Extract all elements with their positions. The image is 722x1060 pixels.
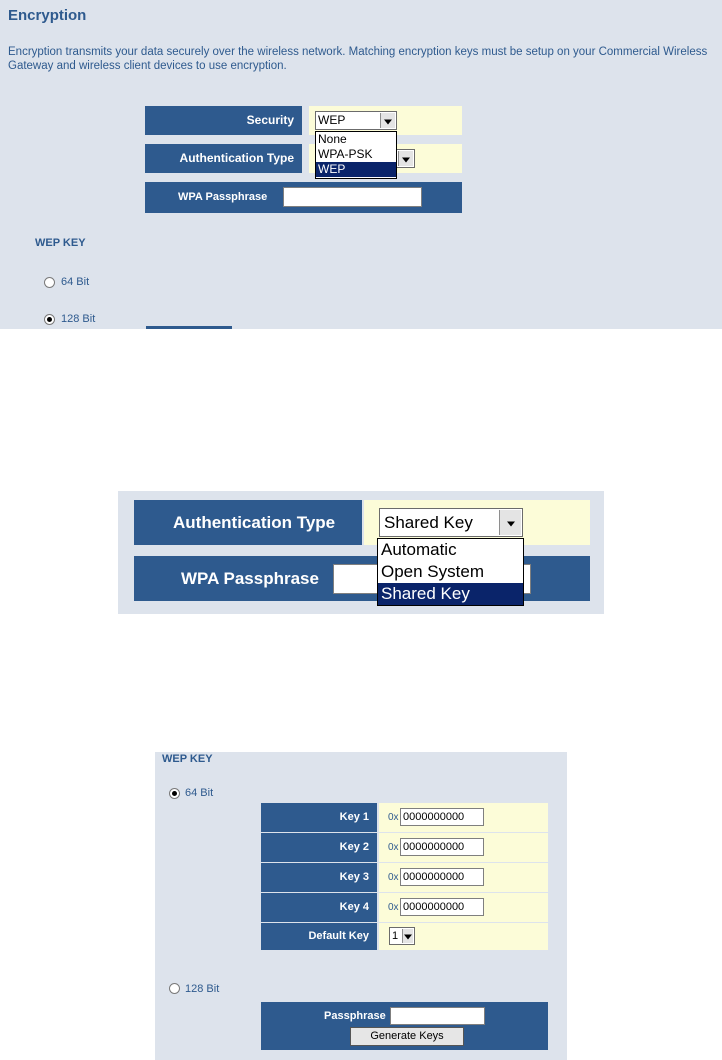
encryption-description: Encryption transmits your data securely over the wireless network. Matching encryption keys must be setup on your Commercial Wireless Gateway and wireless client devices to use encryption.	[8, 46, 708, 72]
default-key-selected-value: 1	[392, 930, 399, 942]
hex-prefix: 0x	[388, 902, 399, 913]
hex-prefix: 0x	[388, 812, 399, 823]
passphrase-label: Passphrase	[324, 1010, 386, 1022]
security-label: Security	[246, 113, 294, 127]
radio-64-bit-label: 64 Bit	[61, 276, 90, 288]
security-option-none[interactable]: None	[318, 132, 347, 146]
auth-type-select[interactable]	[379, 508, 523, 537]
key-4-input[interactable]	[400, 898, 484, 916]
default-key-select[interactable]	[389, 927, 415, 945]
auth-type-options-list[interactable]	[377, 538, 524, 606]
security-option-wep[interactable]: WEP	[316, 162, 396, 177]
generate-keys-button[interactable]	[350, 1027, 464, 1046]
wep-key-heading: WEP KEY	[35, 237, 86, 249]
page-title: Encryption	[8, 7, 87, 24]
auth-type-label: Authentication Type	[173, 513, 336, 532]
security-option-wpa-psk[interactable]: WPA-PSK	[318, 147, 373, 161]
wpa-passphrase-label: WPA Passphrase	[178, 191, 268, 203]
key-2-label: Key 2	[261, 833, 377, 862]
cropped-table-edge	[146, 326, 232, 329]
chevron-down-icon[interactable]	[398, 151, 413, 166]
key-3-label: Key 3	[261, 863, 377, 892]
wpa-passphrase-input[interactable]	[283, 187, 422, 207]
security-selected-value: WEP	[318, 113, 346, 127]
chevron-down-icon[interactable]	[402, 929, 413, 943]
radio-128-bit-label: 128 Bit	[185, 983, 220, 995]
passphrase-input[interactable]	[390, 1007, 485, 1025]
wep-key-heading: WEP KEY	[162, 753, 213, 765]
security-select[interactable]	[315, 111, 397, 130]
radio-128-bit[interactable]	[44, 314, 55, 325]
key-1-input[interactable]	[400, 808, 484, 826]
auth-option-open-system[interactable]: Open System	[381, 562, 484, 581]
security-options-list[interactable]	[315, 131, 397, 179]
key-4-label: Key 4	[261, 893, 377, 922]
radio-128-bit-label: 128 Bit	[61, 313, 96, 325]
encryption-panel	[0, 0, 722, 329]
radio-64-bit[interactable]	[44, 277, 55, 288]
hex-prefix: 0x	[388, 872, 399, 883]
auth-type-label-cell	[134, 500, 362, 545]
auth-option-automatic[interactable]: Automatic	[381, 540, 457, 559]
chevron-down-icon[interactable]	[380, 113, 395, 128]
chevron-down-icon[interactable]	[499, 510, 521, 535]
hex-prefix: 0x	[388, 842, 399, 853]
auth-type-zoom-panel	[118, 491, 604, 614]
default-key-label: Default Key	[261, 923, 377, 950]
wpa-passphrase-label: WPA Passphrase	[181, 569, 319, 588]
radio-128-bit[interactable]	[169, 983, 180, 994]
auth-option-shared-key[interactable]: Shared Key	[378, 583, 523, 605]
radio-64-bit[interactable]	[169, 788, 180, 799]
auth-type-label: Authentication Type	[179, 151, 294, 165]
key-3-input[interactable]	[400, 868, 484, 886]
security-label-cell	[145, 106, 302, 135]
auth-type-label-cell	[145, 144, 302, 173]
radio-64-bit-label: 64 Bit	[185, 787, 214, 799]
auth-type-selected-value: Shared Key	[384, 513, 473, 532]
key-1-label: Key 1	[261, 803, 377, 832]
key-2-input[interactable]	[400, 838, 484, 856]
wep-key-panel	[155, 752, 567, 1060]
generate-keys-label: Generate Keys	[370, 1030, 444, 1042]
